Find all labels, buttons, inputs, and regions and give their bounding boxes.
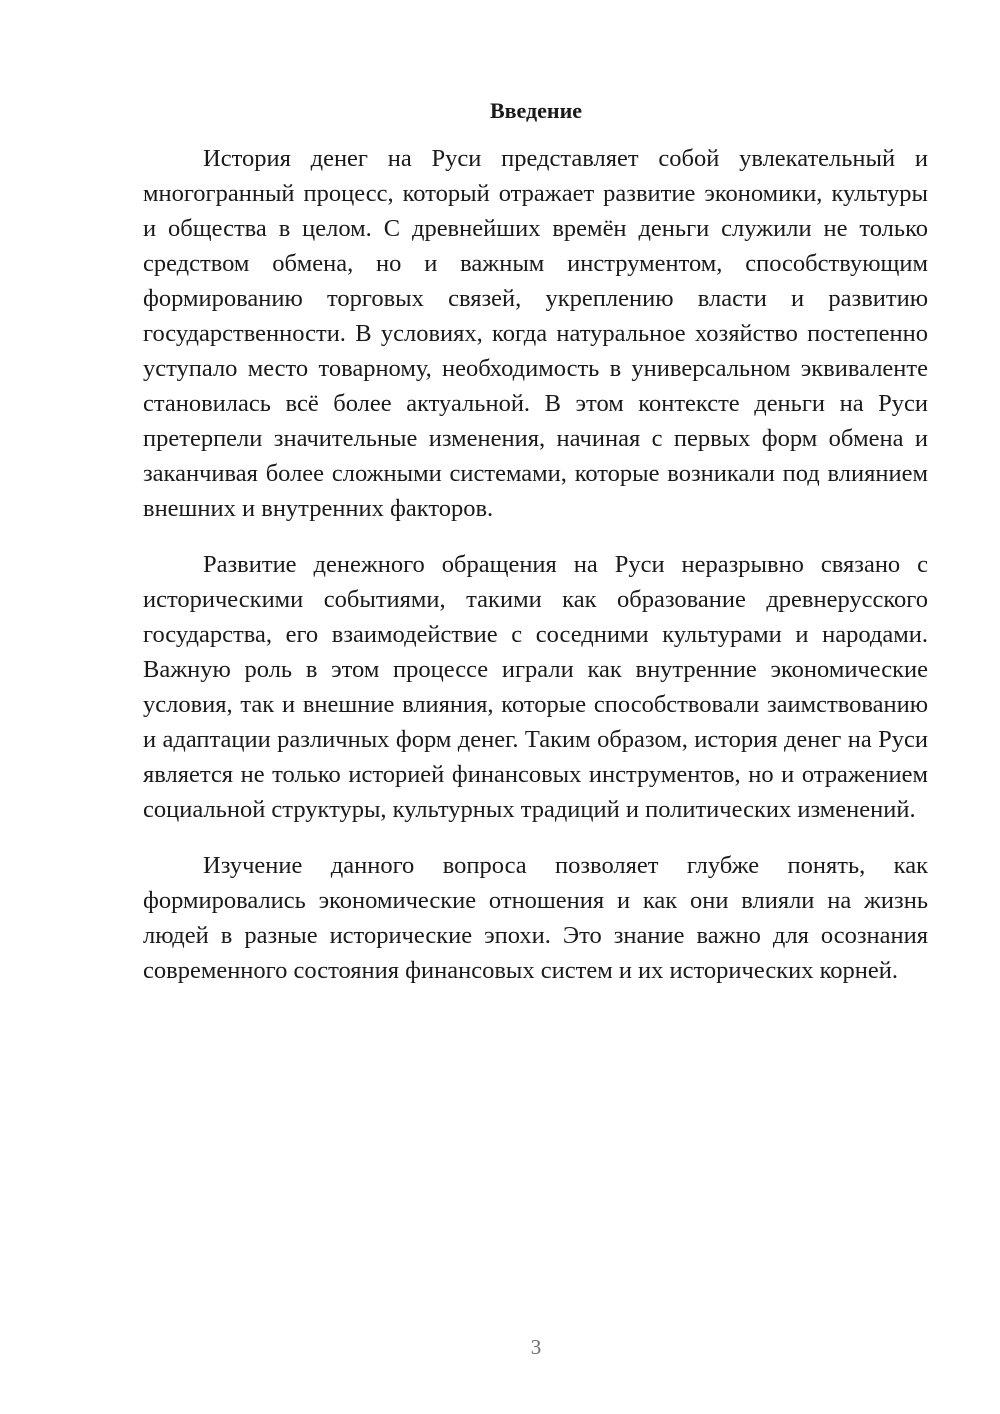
- paragraph-3: Изучение данного вопроса позволяет глубже понять, как формировались экономические отношения и как они влияли на жизнь людей в разные исторические эпохи. Это знание важно для осознания современного состояния финансовых систем и их исторических корней.: [143, 852, 928, 984]
- section-heading: Введение: [489, 98, 583, 123]
- paragraph-2: Развитие денежного обращения на Руси неразрывно связано с историческими событиями, такими как образование древнерусского государства, его взаимодействие с соседними культурами и народами. Важную роль в этом процессе играли как внутренние экономические условия, так и внешние влияния, которые способствовали заимствованию и адаптации различных форм денег. Таким образом, история денег на Руси является не только историей финансовых инструментов, но и отражением социальной структуры, культурных традиций и политических изменений.: [143, 551, 928, 823]
- page-number: 3: [530, 1335, 542, 1359]
- paragraph-1: История денег на Руси представляет собой увлекательный и многогранный процесс, который отражает развитие экономики, культуры и общества в целом. С древнейших времён деньги служили не только средством обмена, но и важным инструментом, способствующим формированию торговых связей, укреплению власти и развитию государственности. В условиях, когда натуральное хозяйство постепенно уступало место товарному, необходимость в универсальном эквиваленте становилась всё более актуальной. В этом контексте деньги на Руси претерпели значительные изменения, начиная с первых форм обмена и заканчивая более сложными системами, которые возникали под влиянием внешних и внутренних факторов.: [143, 145, 928, 522]
- body-text: [143, 141, 928, 1009]
